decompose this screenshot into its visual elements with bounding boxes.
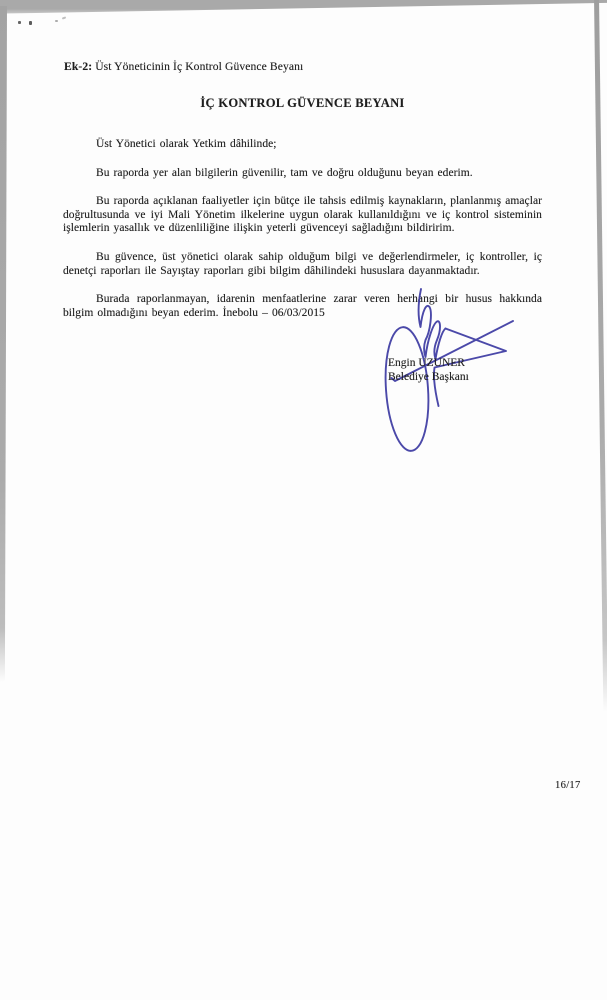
- scan-edge-right: [594, 0, 607, 712]
- scan-edge-top: [0, 0, 607, 16]
- signatory-name: Engin UZUNER: [388, 357, 465, 369]
- page-number: 16/17: [555, 780, 581, 791]
- annex-tag: Ek-2:: [64, 60, 93, 73]
- scan-speck: [62, 16, 66, 19]
- annex-title: Üst Yöneticinin İç Kontrol Güvence Beyanı: [92, 60, 304, 73]
- page-title: İÇ KONTROL GÜVENCE BEYANI: [200, 96, 405, 110]
- paragraph-declaration: Bu raporda yer alan bilgilerin güvenilir, tam ve doğru olduğunu beyan ederim.: [96, 166, 473, 179]
- annex-header: [64, 60, 303, 73]
- scan-edge-left: [0, 6, 7, 682]
- scan-speck: [29, 21, 32, 25]
- document-body: [63, 138, 542, 335]
- scan-speck: [55, 20, 58, 22]
- scan-speck: [18, 21, 21, 24]
- paragraph-budget-assurance: Bu raporda açıklanan faaliyetler için bütçe ile tahsis edilmiş kaynakların, planlanmış amaçlar doğrultusunda ve iyi Mali Yönetim ilkelerine uygun olarak kullanıldığını ve iç kontrol sisteminin işlemlerin yasallık ve düzenliliğine ilişkin yeterli güvenceyi sağladığını bildiririm.: [63, 195, 542, 235]
- signatory-role: Belediye Başkanı: [388, 371, 469, 383]
- paragraph-closing-date: Burada raporlanmayan, idarenin menfaatlerine zarar veren herhangi bir husus hakkında bilgim olmadığını beyan ederim. İnebolu – 06/03/2015: [63, 293, 542, 319]
- signatory-block: [388, 356, 469, 384]
- paragraph-salutation: Üst Yönetici olarak Yetkim dâhilinde;: [96, 138, 277, 150]
- paragraph-basis: Bu güvence, üst yönetici olarak sahip olduğum bilgi ve değerlendirmeler, iç kontroller, iç denetçi raporları ile Sayıştay raporları gibi bilgim dâhilindeki hususlara dayanmaktadır.: [63, 250, 542, 277]
